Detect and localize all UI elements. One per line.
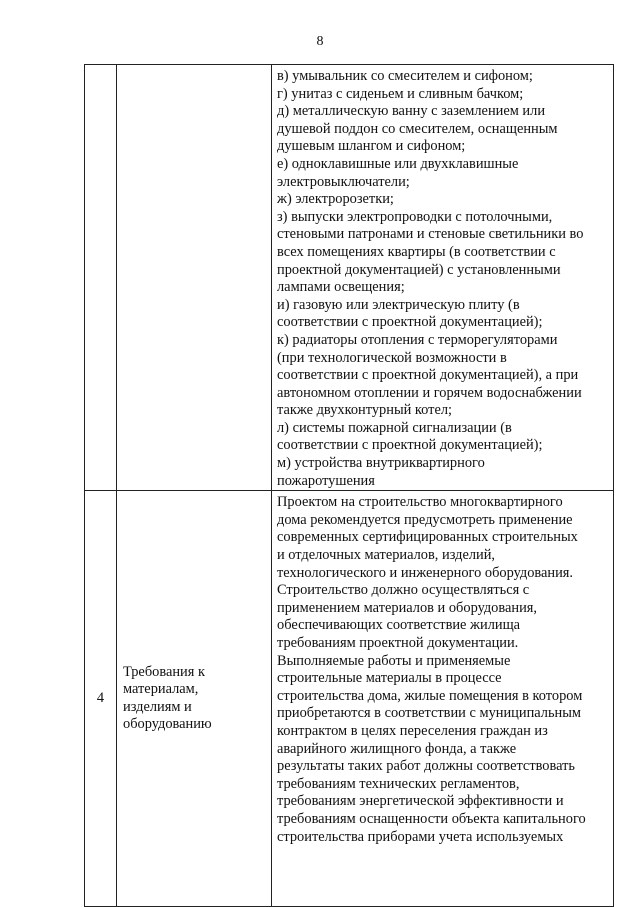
description-line: строительства приборами учета используемых <box>277 828 564 845</box>
description-line: автономном отоплении и горячем водоснабжении <box>277 384 582 401</box>
description-line: технологического и инженерного оборудования. <box>277 564 574 581</box>
description-line: требованиям проектной документации. <box>277 635 519 651</box>
page-number: 8 <box>316 34 324 49</box>
name-line: изделиям и <box>123 698 192 715</box>
description-line: дома рекомендуется предусмотреть применение <box>277 511 573 528</box>
name-line: материалам, <box>123 681 199 698</box>
description-line: ж) электророзетки; <box>277 191 394 208</box>
name-line: Требования к <box>123 663 205 680</box>
description-line: современных сертифицированных строительных <box>277 529 578 546</box>
description-line: пожаротушения <box>277 472 375 489</box>
description-line: результаты таких работ должны соответствовать <box>277 758 575 775</box>
description-line: электровыключатели; <box>277 173 410 190</box>
description-line: обеспечивающих соответствие жилища <box>277 617 521 634</box>
description-line: проектной документацией) с установленными <box>277 261 561 278</box>
description-line: Строительство должно осуществляться с <box>277 582 530 599</box>
row-description-cell <box>272 491 614 907</box>
description-line: соответствии с проектной документацией); <box>277 314 543 331</box>
description-line: з) выпуски электропроводки с потолочными, <box>277 208 553 225</box>
description-line: душевым шлангом и сифоном; <box>277 138 466 155</box>
table-row <box>85 491 614 907</box>
description-line: всех помещениях квартиры (в соответствии с <box>277 243 556 260</box>
name-line: оборудованию <box>123 716 212 733</box>
description-line: лампами освещения; <box>277 279 405 296</box>
description-line: аварийного жилищного фонда, а также <box>277 740 517 757</box>
row-name-cell <box>117 65 272 491</box>
description-line: требованиям энергетической эффективности и <box>277 793 564 810</box>
description-line: д) металлическую ванну с заземлением или <box>277 103 546 120</box>
description-line: м) устройства внутриквартирного <box>277 455 485 472</box>
requirements-table <box>84 64 614 907</box>
description-line: соответствии с проектной документацией); <box>277 437 543 454</box>
description-line: Выполняемые работы и применяемые <box>277 652 511 669</box>
description-line: соответствии с проектной документацией), а при <box>277 367 579 384</box>
row-number-cell: 4 <box>85 491 117 907</box>
description-line: также двухконтурный котел; <box>277 402 453 419</box>
description-line: к) радиаторы отопления с терморегуляторами <box>277 331 558 348</box>
description-line: л) системы пожарной сигнализации (в <box>277 419 512 436</box>
table-row <box>85 65 614 491</box>
description-line: в) умывальник со смесителем и сифоном; <box>277 68 533 84</box>
description-line: строительные материалы в процессе <box>277 670 502 687</box>
description-line: применением материалов и оборудования, <box>277 599 537 616</box>
description-line: (при технологической возможности в <box>277 349 507 366</box>
description-line: и отделочных материалов, изделий, <box>277 547 496 564</box>
description-line: приобретаются в соответствии с муниципальным <box>277 705 582 722</box>
description-line: г) унитаз с сиденьем и сливным бачком; <box>277 85 524 102</box>
row-description-cell <box>272 65 614 491</box>
description-line: душевой поддон со смесителем, оснащенным <box>277 120 558 137</box>
description-line: и) газовую или электрическую плиту (в <box>277 296 520 313</box>
description-line: Проектом на строительство многоквартирного <box>277 494 563 511</box>
description-line: строительства дома, жилые помещения в котором <box>277 687 583 704</box>
description-line: требованиям оснащенности объекта капитального <box>277 810 586 827</box>
description-line: стеновыми патронами и стеновые светильники во <box>277 226 584 243</box>
description-line: контрактом в целях переселения граждан из <box>277 722 548 739</box>
description-line: е) одноклавишные или двухклавишные <box>277 155 519 172</box>
description-line: требованиям технических регламентов, <box>277 775 520 792</box>
row-name-cell <box>117 491 272 907</box>
row-number-cell <box>85 65 117 491</box>
